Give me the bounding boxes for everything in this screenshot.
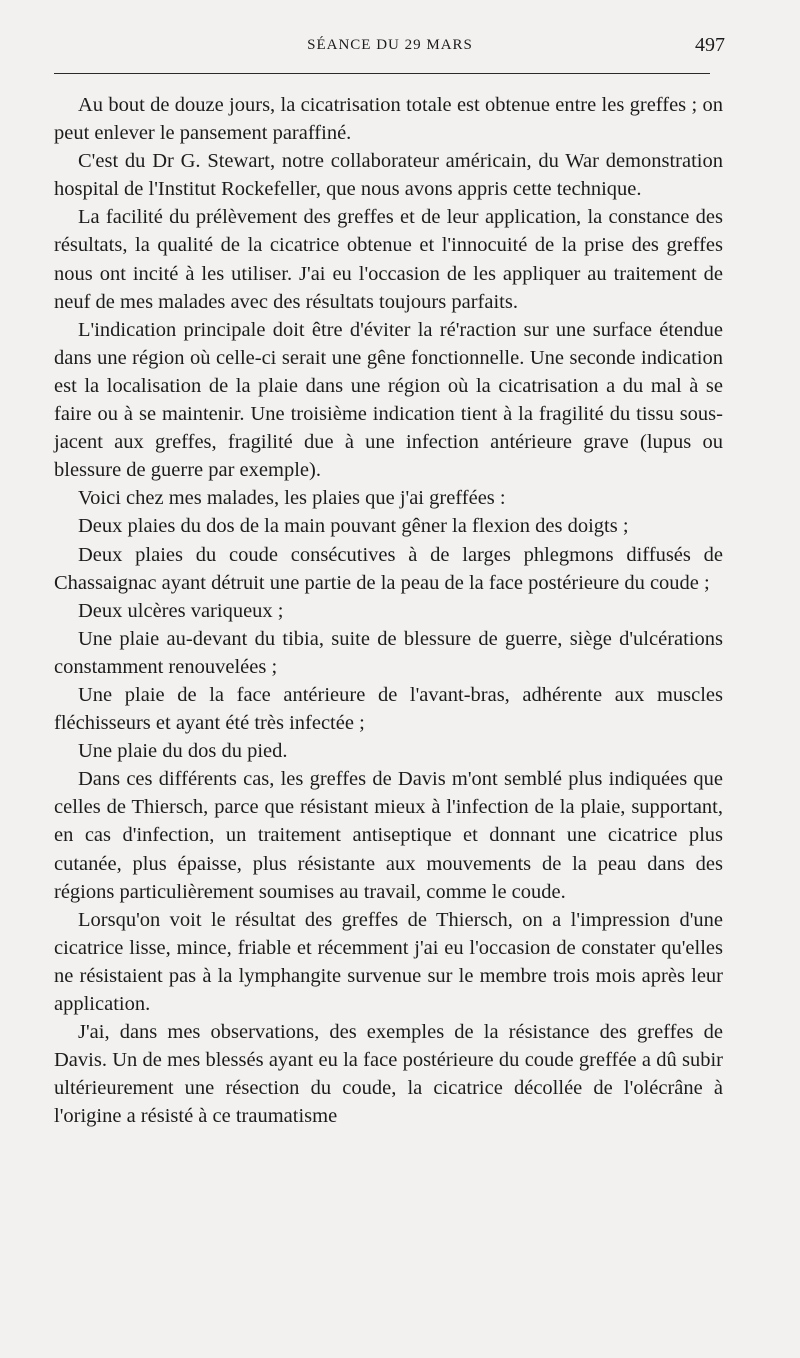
body-text	[54, 91, 723, 1130]
paragraph: J'ai, dans mes observations, des exemples de la résistance des greffes de Davis. Un de mes blessés ayant eu la face postérieure du coude greffée a dû subir ultérieurement une résection du coude, la cicatrice décollée de l'olécrâne à l'origine a résisté à ce traumatisme	[54, 1021, 723, 1128]
paragraph: Au bout de douze jours, la cicatrisation totale est obtenue entre les greffes ; on peut enlever le pansement paraffiné.	[54, 94, 723, 145]
list-item: Une plaie de la face antérieure de l'avant-bras, adhérente aux muscles fléchisseurs et ayant été très infectée ;	[54, 683, 723, 735]
paragraph: L'indication principale doit être d'éviter la ré'raction sur une surface étendue dans une région où celle-ci serait une gêne fonctionnelle. Une seconde indication est la localisation de la plaie dans une région où la cicatrisation a du mal à se faire ou à se maintenir. Une troisième indication tient à la fragilité du tissu sous-jacent aux greffes, fragilité due à une infection antérieure grave (lupus ou blessure de guerre par exemple).	[54, 318, 723, 482]
list-item: Deux plaies du coude consécutives à de larges phlegmons diffusés de Chassaignac ayant détruit une partie de la peau de la face postérieure du coude ;	[54, 543, 723, 594]
page-number: 497	[695, 34, 725, 56]
paragraph: Voici chez mes malades, les plaies que j'ai greffées :	[78, 487, 506, 510]
list-item: Deux plaies du dos de la main pouvant gêner la flexion des doigts ;	[78, 515, 629, 538]
list-item: Une plaie du dos du pied.	[78, 740, 288, 763]
paragraph: Lorsqu'on voit le résultat des greffes de Thiersch, on a l'impression d'une cicatrice lisse, mince, friable et récemment j'ai eu l'occasion de constater qu'elles ne résistaient pas à la lymphangite survenue sur le membre trois mois après leur application.	[54, 908, 723, 1015]
running-title: SÉANCE DU 29 MARS	[307, 37, 473, 53]
paragraph: La facilité du prélèvement des greffes et de leur application, la constance des résultats, la qualité de la cicatrice obtenue et l'innocuité de la prise des greffes nous ont incité à les utiliser. J'ai eu l'occasion de les appliquer au traitement de neuf de mes malades avec des résultats toujours parfaits.	[54, 206, 723, 313]
running-head	[55, 34, 725, 58]
list-item: Deux ulcères variqueux ;	[78, 599, 284, 622]
header-rule	[54, 73, 710, 74]
paragraph: Dans ces différents cas, les greffes de Davis m'ont semblé plus indiquées que celles de Thiersch, parce que résistant mieux à l'infection de la plaie, supportant, en cas d'infection, un traitement antiseptique et donnant une cicatrice plus cutanée, plus épaisse, plus résistante aux mouvements de la peau dans des régions particulièrement soumises au travail, comme le coude.	[54, 768, 723, 903]
paragraph: C'est du Dr G. Stewart, notre collaborateur américain, du War demonstration hospital de l'Institut Rockefeller, que nous avons appris cette technique.	[54, 150, 723, 201]
list-item: Une plaie au-devant du tibia, suite de blessure de guerre, siège d'ulcérations constamment renouvelées ;	[54, 627, 723, 678]
